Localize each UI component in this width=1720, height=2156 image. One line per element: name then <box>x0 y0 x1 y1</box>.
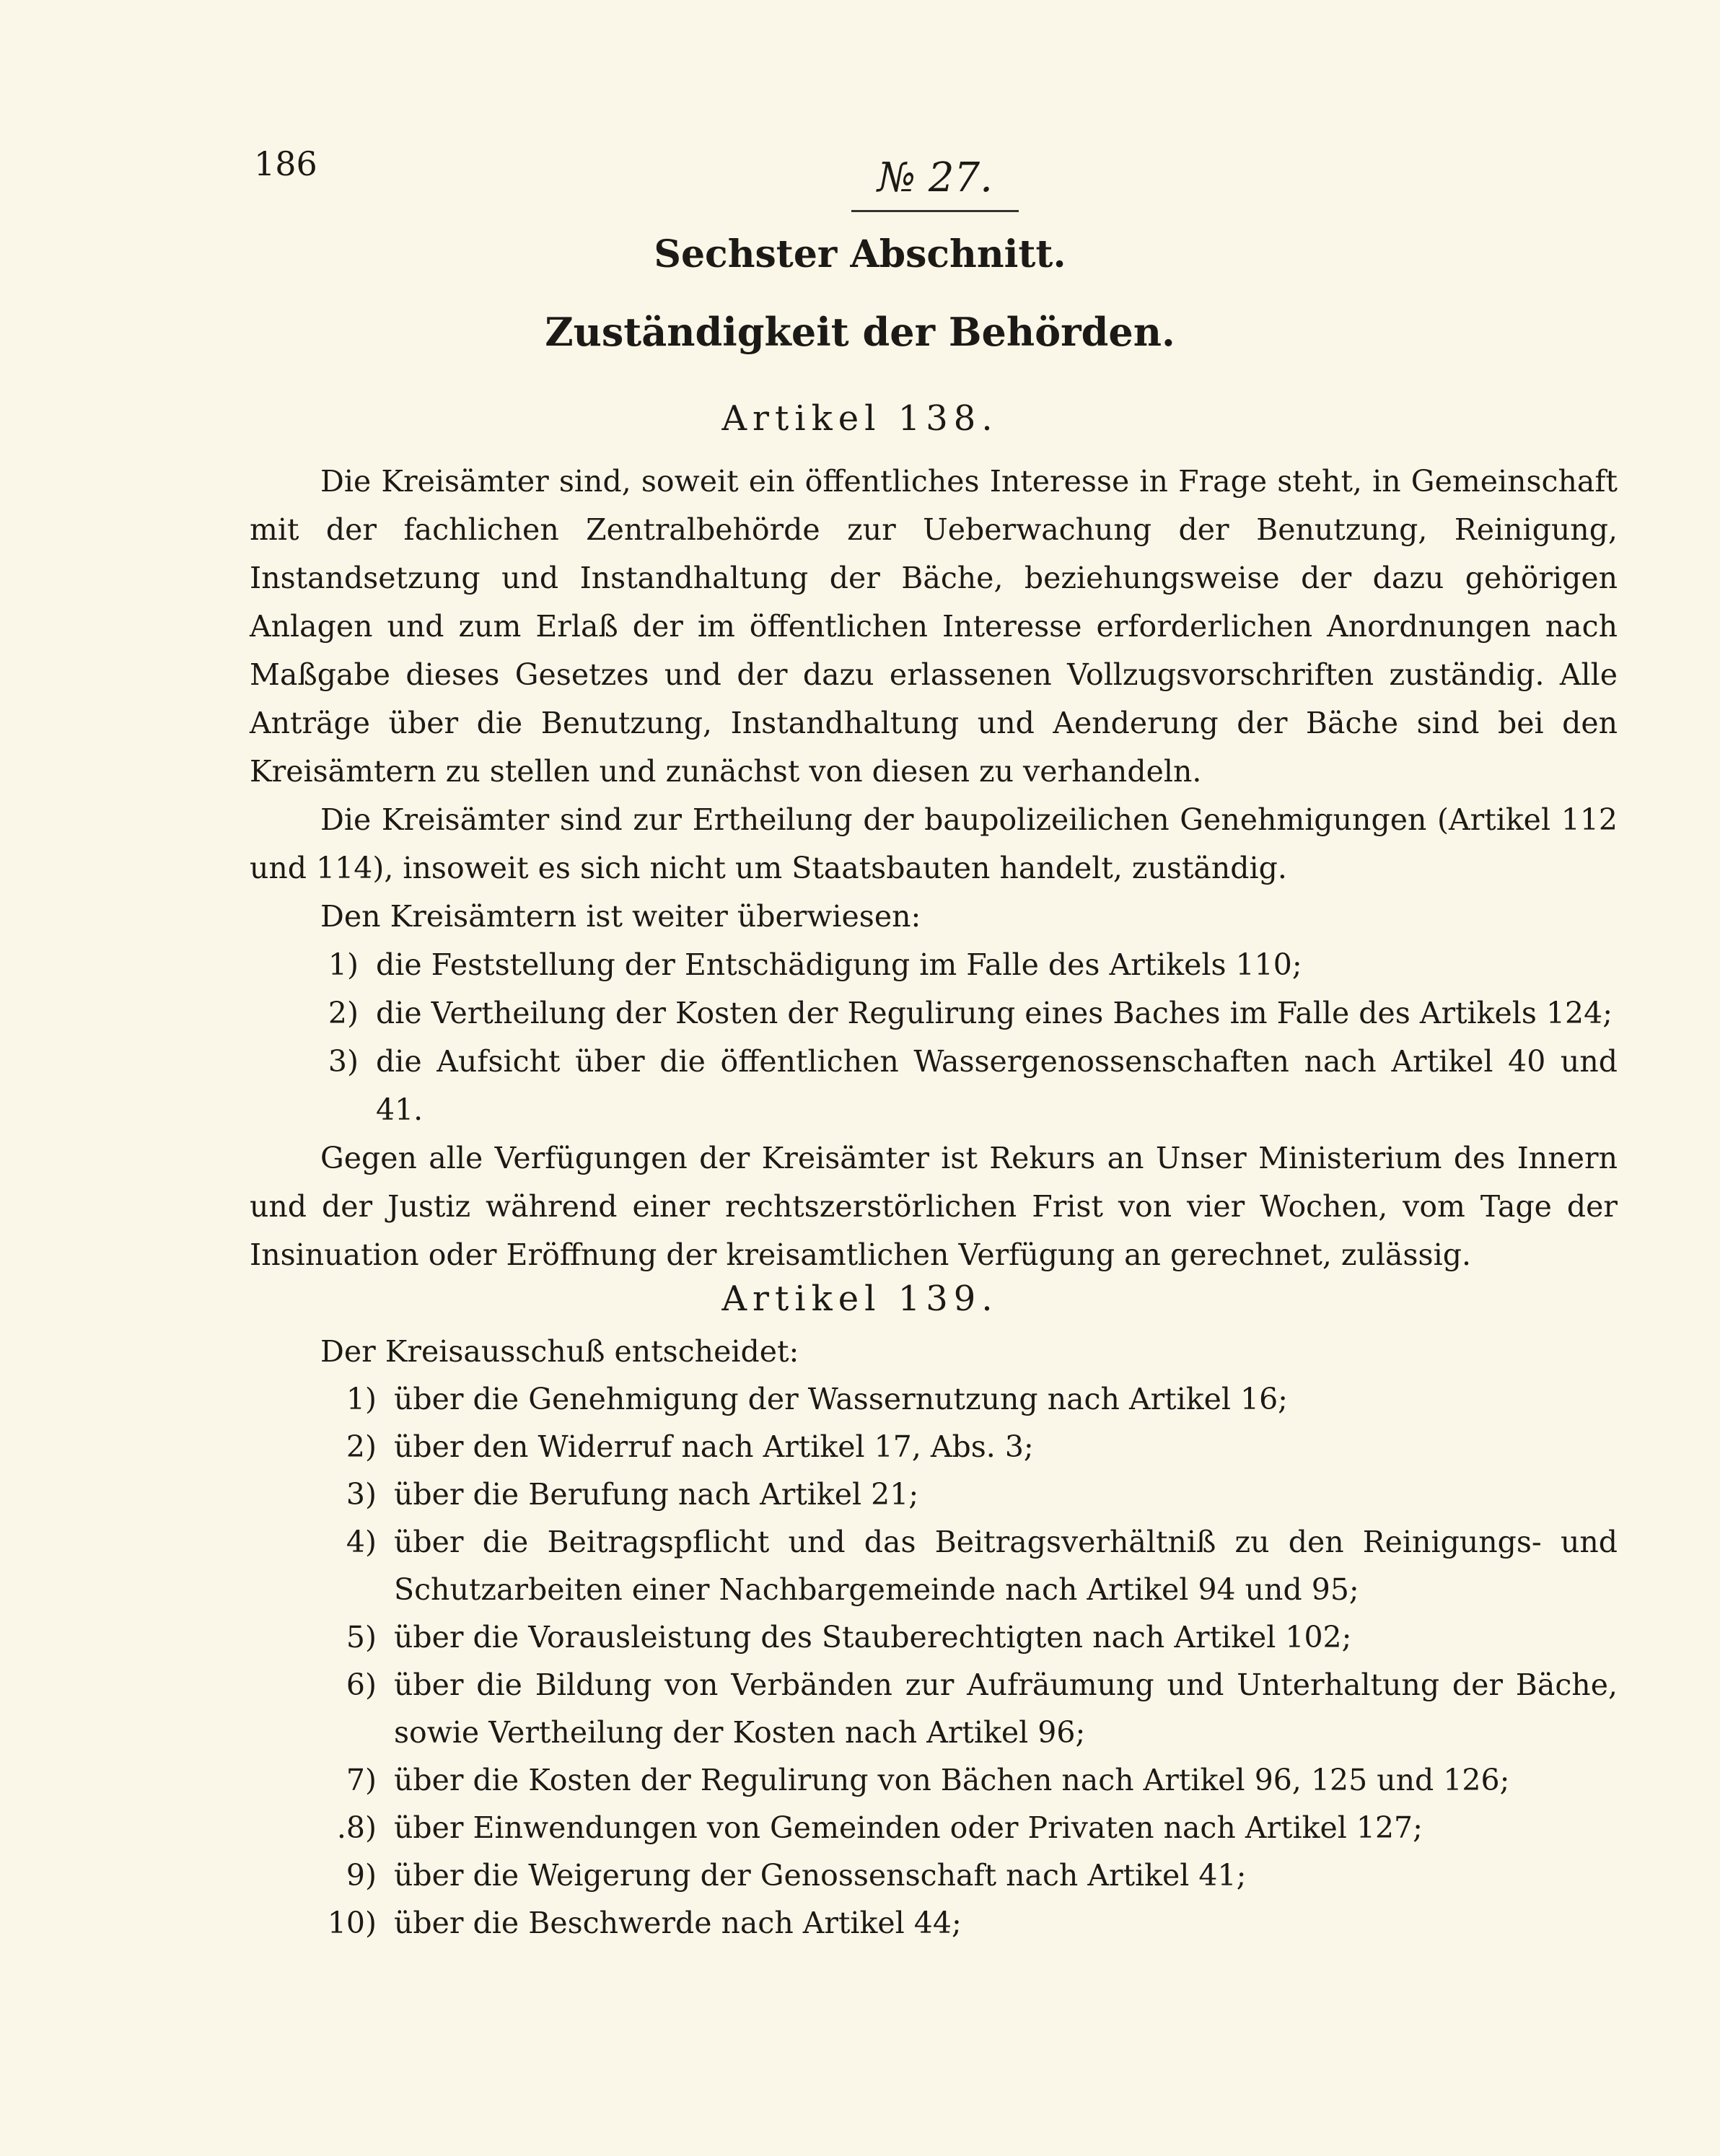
list-item <box>250 1661 1618 1756</box>
list-item-number: 10) <box>327 1906 377 1940</box>
article-138-body <box>250 457 1618 1279</box>
article-139-intro: Der Kreisausschuß entscheidet: <box>320 1334 799 1369</box>
list-item-number: 3) <box>346 1477 377 1512</box>
list-item <box>250 1423 1618 1471</box>
gazette-number: № 27. <box>851 154 1019 212</box>
list-item-text: über die Beschwerde nach Artikel 44; <box>394 1906 962 1940</box>
paragraph: Die Kreisämter sind, soweit ein öffentliches Interesse in Frage steht, in Gemeinschaft mit der fachlichen Zentralbehörde zur Ueberwachung der Benutzung, Reinigung, Instandsetzung und Instandhaltung der Bäche, beziehungsweise der dazu gehörigen Anlagen und zum Erlaß der im öffentlichen Interesse erforderlichen Anordnungen nach Maßgabe dieses Gesetzes und der dazu erlassenen Vollzugsvorschriften zuständig. Alle Anträge über die Benutzung, Instandhaltung und Aenderung der Bäche sind bei den Kreisämtern zu stellen und zunächst von diesen zu verhandeln. <box>250 464 1618 789</box>
list-item-number: 1) <box>328 947 359 982</box>
list-item-text: über die Genehmigung der Wassernutzung nach Artikel 16; <box>394 1382 1288 1416</box>
section-title: Sechster Abschnitt. <box>654 232 1066 276</box>
list-item-text: über die Berufung nach Artikel 21; <box>394 1477 919 1512</box>
paragraph: Die Kreisämter sind zur Ertheilung der baupolizeilichen Genehmigungen (Artikel 112 und 114), insoweit es sich nicht um Staatsbauten handelt, zuständig. <box>250 802 1618 885</box>
list-item-text: die Aufsicht über die öffentlichen Wassergenossenschaften nach Artikel 40 und 41. <box>376 1044 1618 1127</box>
list-item-text: über den Widerruf nach Artikel 17, Abs. 3; <box>394 1429 1034 1464</box>
paragraph: Den Kreisämtern ist weiter überwiesen: <box>320 899 921 934</box>
chapter-title: Zuständigkeit der Behörden. <box>545 309 1175 355</box>
list-item <box>250 941 1618 989</box>
article-139-body <box>250 1328 1618 1947</box>
article-139-heading: Artikel 139. <box>721 1279 999 1319</box>
list-item-number: 4) <box>346 1525 377 1559</box>
list-item <box>250 1375 1618 1423</box>
list-item-number: 2) <box>346 1429 377 1464</box>
list-item <box>250 1899 1618 1947</box>
list-item <box>250 1756 1618 1804</box>
list-item-number: 9) <box>346 1858 377 1893</box>
list-item-text: über die Beitragspflicht und das Beitragsverhältniß zu den Reinigungs- und Schutzarbeiten einer Nachbargemeinde nach Artikel 94 und 95; <box>394 1525 1618 1607</box>
list-item <box>250 1804 1618 1852</box>
list-item <box>250 1518 1618 1613</box>
list-item-number: 2) <box>328 996 359 1030</box>
list-item <box>250 1852 1618 1899</box>
list-item-text: über Einwendungen von Gemeinden oder Privaten nach Artikel 127; <box>394 1810 1423 1845</box>
list-item <box>250 1471 1618 1518</box>
list-item-text: über die Bildung von Verbänden zur Aufräumung und Unterhaltung der Bäche, sowie Vertheilung der Kosten nach Artikel 96; <box>394 1668 1618 1750</box>
list-item-number: 1) <box>346 1382 377 1416</box>
list-item-number: 6) <box>346 1668 377 1702</box>
list-item-text: die Feststellung der Entschädigung im Falle des Artikels 110; <box>376 947 1302 982</box>
list-item <box>250 989 1618 1038</box>
list-item-number: 5) <box>346 1620 377 1655</box>
page-number: 186 <box>254 144 317 183</box>
article-138-heading: Artikel 138. <box>721 398 999 439</box>
list-item <box>250 1038 1618 1134</box>
list-item-number: .8) <box>336 1810 377 1845</box>
list-item-text: die Vertheilung der Kosten der Regulirung eines Baches im Falle des Artikels 124; <box>376 996 1613 1030</box>
list-item-number: 7) <box>346 1763 377 1797</box>
list-item-text: über die Vorausleistung des Stauberechtigten nach Artikel 102; <box>394 1620 1352 1655</box>
list-item-text: über die Weigerung der Genossenschaft nach Artikel 41; <box>394 1858 1247 1893</box>
article-138-list <box>250 941 1618 1134</box>
article-139-list <box>250 1375 1618 1947</box>
list-item-text: über die Kosten der Regulirung von Bächen nach Artikel 96, 125 und 126; <box>394 1763 1510 1797</box>
list-item-number: 3) <box>328 1044 359 1079</box>
list-item <box>250 1613 1618 1661</box>
paragraph: Gegen alle Verfügungen der Kreisämter ist Rekurs an Unser Ministerium des Innern und der Justiz während einer rechtszerstörlichen Frist von vier Wochen, vom Tage der Insinuation oder Eröffnung der kreisamtlichen Verfügung an gerechnet, zulässig. <box>250 1141 1618 1272</box>
